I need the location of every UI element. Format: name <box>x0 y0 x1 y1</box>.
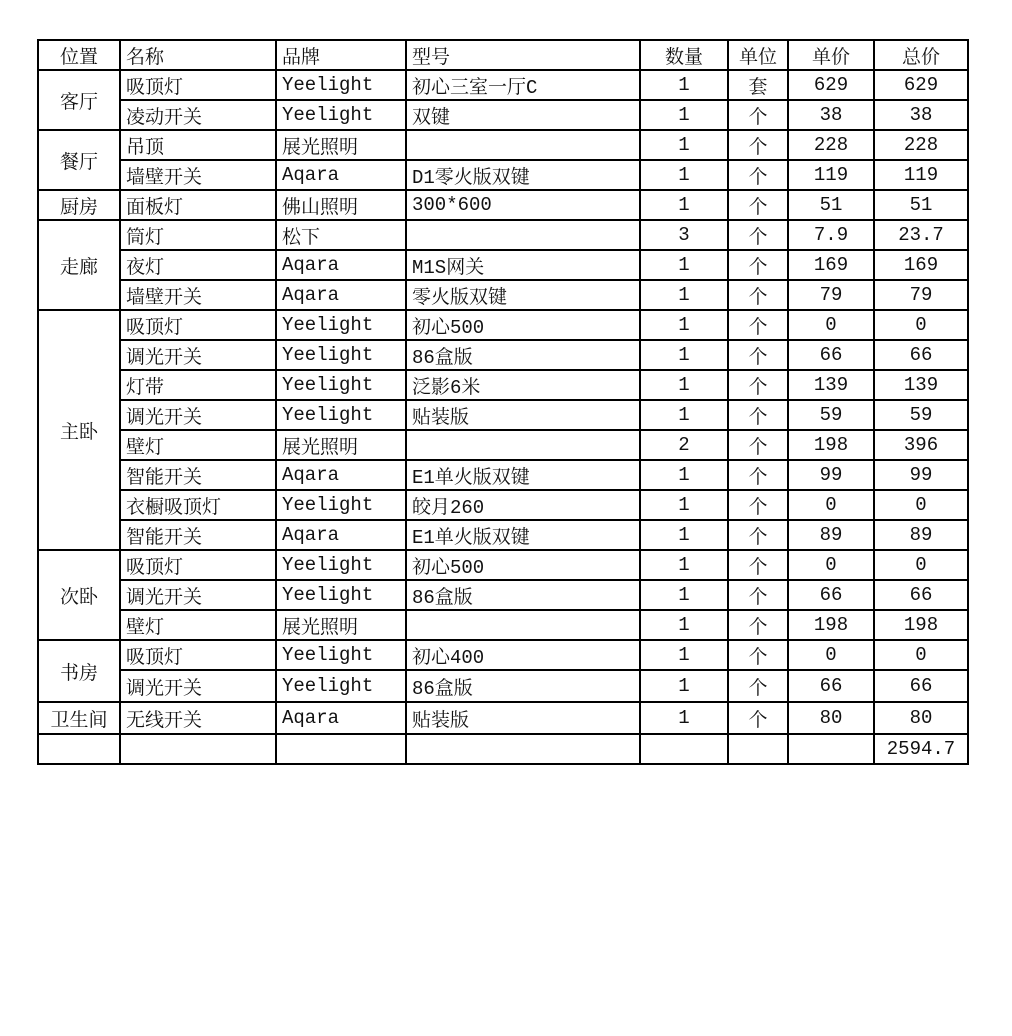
total-price-cell: 139 <box>874 370 968 400</box>
model-cell: 86盒版 <box>406 670 640 702</box>
total-price-cell: 0 <box>874 640 968 670</box>
unit-cell: 个 <box>728 160 788 190</box>
brand-cell: Yeelight <box>276 370 406 400</box>
total-price-cell: 629 <box>874 70 968 100</box>
unit-price-cell: 228 <box>788 130 874 160</box>
unit-price-cell: 51 <box>788 190 874 220</box>
table-row <box>38 70 968 100</box>
empty-cell <box>728 734 788 764</box>
table-row <box>38 220 968 250</box>
model-cell: 86盒版 <box>406 580 640 610</box>
brand-cell: Yeelight <box>276 490 406 520</box>
unit-price-cell: 38 <box>788 100 874 130</box>
quantity-cell: 1 <box>640 670 728 702</box>
item-name-cell: 调光开关 <box>120 340 276 370</box>
quantity-cell: 1 <box>640 640 728 670</box>
table-row <box>38 280 968 310</box>
total-price-cell: 59 <box>874 400 968 430</box>
unit-cell: 个 <box>728 550 788 580</box>
quantity-cell: 1 <box>640 160 728 190</box>
unit-cell: 个 <box>728 370 788 400</box>
unit-price-cell: 66 <box>788 340 874 370</box>
quantity-cell: 3 <box>640 220 728 250</box>
total-price-cell: 99 <box>874 460 968 490</box>
header-quantity: 数量 <box>640 40 728 70</box>
table-row <box>38 460 968 490</box>
total-price-cell: 66 <box>874 580 968 610</box>
empty-cell <box>640 734 728 764</box>
item-name-cell: 筒灯 <box>120 220 276 250</box>
unit-price-cell: 0 <box>788 550 874 580</box>
quantity-cell: 1 <box>640 310 728 340</box>
header-location: 位置 <box>38 40 120 70</box>
item-name-cell: 灯带 <box>120 370 276 400</box>
location-cell: 卫生间 <box>38 702 120 734</box>
unit-price-cell: 0 <box>788 310 874 340</box>
model-cell: 初心400 <box>406 640 640 670</box>
total-price-cell: 23.7 <box>874 220 968 250</box>
table-row <box>38 430 968 460</box>
item-name-cell: 夜灯 <box>120 250 276 280</box>
model-cell <box>406 430 640 460</box>
model-cell: 皎月260 <box>406 490 640 520</box>
unit-cell: 套 <box>728 70 788 100</box>
unit-cell: 个 <box>728 460 788 490</box>
table-row <box>38 670 968 702</box>
model-cell: 零火版双键 <box>406 280 640 310</box>
total-price-cell: 396 <box>874 430 968 460</box>
brand-cell: Yeelight <box>276 550 406 580</box>
item-name-cell: 墙壁开关 <box>120 280 276 310</box>
item-name-cell: 吸顶灯 <box>120 310 276 340</box>
unit-cell: 个 <box>728 490 788 520</box>
location-cell: 走廊 <box>38 220 120 310</box>
item-name-cell: 吸顶灯 <box>120 550 276 580</box>
item-name-cell: 墙壁开关 <box>120 160 276 190</box>
unit-price-cell: 99 <box>788 460 874 490</box>
table-row <box>38 190 968 220</box>
total-price-cell: 66 <box>874 340 968 370</box>
table-row <box>38 100 968 130</box>
item-name-cell: 面板灯 <box>120 190 276 220</box>
model-cell: 300*600 <box>406 190 640 220</box>
item-name-cell: 吸顶灯 <box>120 640 276 670</box>
quantity-cell: 1 <box>640 190 728 220</box>
quantity-cell: 1 <box>640 340 728 370</box>
table-row <box>38 580 968 610</box>
header-row <box>38 40 968 70</box>
item-name-cell: 调光开关 <box>120 580 276 610</box>
brand-cell: Yeelight <box>276 340 406 370</box>
empty-cell <box>406 734 640 764</box>
model-cell: E1单火版双键 <box>406 460 640 490</box>
header-brand: 品牌 <box>276 40 406 70</box>
unit-cell: 个 <box>728 400 788 430</box>
total-price-cell: 228 <box>874 130 968 160</box>
brand-cell: Yeelight <box>276 310 406 340</box>
model-cell: 双键 <box>406 100 640 130</box>
model-cell: 初心500 <box>406 310 640 340</box>
table-row <box>38 160 968 190</box>
table-row <box>38 520 968 550</box>
quantity-cell: 1 <box>640 400 728 430</box>
unit-price-cell: 198 <box>788 430 874 460</box>
table-row <box>38 610 968 640</box>
brand-cell: 展光照明 <box>276 130 406 160</box>
location-cell: 客厅 <box>38 70 120 130</box>
location-cell: 厨房 <box>38 190 120 220</box>
unit-cell: 个 <box>728 702 788 734</box>
table-row <box>38 340 968 370</box>
unit-price-cell: 7.9 <box>788 220 874 250</box>
table-row <box>38 490 968 520</box>
header-model: 型号 <box>406 40 640 70</box>
quantity-cell: 1 <box>640 702 728 734</box>
model-cell: 贴装版 <box>406 702 640 734</box>
quantity-cell: 1 <box>640 70 728 100</box>
model-cell: 贴装版 <box>406 400 640 430</box>
item-name-cell: 壁灯 <box>120 610 276 640</box>
brand-cell: Yeelight <box>276 670 406 702</box>
total-price-cell: 0 <box>874 310 968 340</box>
unit-price-cell: 66 <box>788 580 874 610</box>
item-name-cell: 调光开关 <box>120 670 276 702</box>
unit-cell: 个 <box>728 250 788 280</box>
table-row <box>38 702 968 734</box>
empty-cell <box>38 734 120 764</box>
total-price-cell: 0 <box>874 550 968 580</box>
unit-price-cell: 139 <box>788 370 874 400</box>
brand-cell: Aqara <box>276 280 406 310</box>
unit-price-cell: 79 <box>788 280 874 310</box>
item-name-cell: 调光开关 <box>120 400 276 430</box>
unit-price-cell: 0 <box>788 490 874 520</box>
item-name-cell: 壁灯 <box>120 430 276 460</box>
table-row <box>38 640 968 670</box>
unit-cell: 个 <box>728 130 788 160</box>
total-price-cell: 119 <box>874 160 968 190</box>
quantity-cell: 1 <box>640 580 728 610</box>
quantity-cell: 1 <box>640 610 728 640</box>
empty-cell <box>120 734 276 764</box>
item-name-cell: 凌动开关 <box>120 100 276 130</box>
unit-price-cell: 0 <box>788 640 874 670</box>
model-cell <box>406 220 640 250</box>
quantity-cell: 1 <box>640 130 728 160</box>
unit-price-cell: 59 <box>788 400 874 430</box>
table-row <box>38 400 968 430</box>
unit-cell: 个 <box>728 610 788 640</box>
unit-cell: 个 <box>728 280 788 310</box>
total-price-cell: 198 <box>874 610 968 640</box>
empty-cell <box>276 734 406 764</box>
model-cell: D1零火版双键 <box>406 160 640 190</box>
quantity-cell: 1 <box>640 550 728 580</box>
brand-cell: Aqara <box>276 702 406 734</box>
quantity-cell: 2 <box>640 430 728 460</box>
unit-price-cell: 119 <box>788 160 874 190</box>
brand-cell: Yeelight <box>276 640 406 670</box>
model-cell: 初心500 <box>406 550 640 580</box>
unit-cell: 个 <box>728 100 788 130</box>
quantity-cell: 1 <box>640 490 728 520</box>
total-price-cell: 80 <box>874 702 968 734</box>
table-row <box>38 550 968 580</box>
model-cell: E1单火版双键 <box>406 520 640 550</box>
unit-price-cell: 169 <box>788 250 874 280</box>
model-cell: 泛影6米 <box>406 370 640 400</box>
item-name-cell: 智能开关 <box>120 460 276 490</box>
table-row <box>38 250 968 280</box>
header-unit-price: 单价 <box>788 40 874 70</box>
total-row <box>38 734 968 764</box>
header-total-price: 总价 <box>874 40 968 70</box>
total-price-cell: 38 <box>874 100 968 130</box>
table-row <box>38 370 968 400</box>
unit-cell: 个 <box>728 220 788 250</box>
brand-cell: Yeelight <box>276 100 406 130</box>
header-name: 名称 <box>120 40 276 70</box>
brand-cell: 佛山照明 <box>276 190 406 220</box>
unit-price-cell: 198 <box>788 610 874 640</box>
grand-total-cell: 2594.7 <box>874 734 968 764</box>
unit-cell: 个 <box>728 520 788 550</box>
brand-cell: Aqara <box>276 160 406 190</box>
total-price-cell: 169 <box>874 250 968 280</box>
brand-cell: Aqara <box>276 250 406 280</box>
table-row <box>38 130 968 160</box>
item-name-cell: 无线开关 <box>120 702 276 734</box>
brand-cell: Yeelight <box>276 400 406 430</box>
total-price-cell: 79 <box>874 280 968 310</box>
unit-price-cell: 80 <box>788 702 874 734</box>
total-price-cell: 89 <box>874 520 968 550</box>
unit-price-cell: 629 <box>788 70 874 100</box>
unit-cell: 个 <box>728 310 788 340</box>
model-cell: 初心三室一厅C <box>406 70 640 100</box>
unit-price-cell: 89 <box>788 520 874 550</box>
quantity-cell: 1 <box>640 520 728 550</box>
location-cell: 书房 <box>38 640 120 702</box>
item-name-cell: 智能开关 <box>120 520 276 550</box>
model-cell <box>406 610 640 640</box>
quantity-cell: 1 <box>640 100 728 130</box>
unit-cell: 个 <box>728 340 788 370</box>
price-table <box>37 39 969 765</box>
model-cell: M1S网关 <box>406 250 640 280</box>
empty-cell <box>788 734 874 764</box>
unit-cell: 个 <box>728 190 788 220</box>
item-name-cell: 衣橱吸顶灯 <box>120 490 276 520</box>
table-body <box>38 70 968 764</box>
total-price-cell: 51 <box>874 190 968 220</box>
quantity-cell: 1 <box>640 460 728 490</box>
brand-cell: 展光照明 <box>276 610 406 640</box>
table-row <box>38 310 968 340</box>
item-name-cell: 吊顶 <box>120 130 276 160</box>
quantity-cell: 1 <box>640 370 728 400</box>
total-price-cell: 66 <box>874 670 968 702</box>
item-name-cell: 吸顶灯 <box>120 70 276 100</box>
location-cell: 餐厅 <box>38 130 120 190</box>
quantity-cell: 1 <box>640 250 728 280</box>
header-unit: 单位 <box>728 40 788 70</box>
model-cell: 86盒版 <box>406 340 640 370</box>
brand-cell: 展光照明 <box>276 430 406 460</box>
unit-cell: 个 <box>728 640 788 670</box>
unit-cell: 个 <box>728 430 788 460</box>
location-cell: 主卧 <box>38 310 120 550</box>
quantity-cell: 1 <box>640 280 728 310</box>
brand-cell: 松下 <box>276 220 406 250</box>
brand-cell: Yeelight <box>276 580 406 610</box>
unit-cell: 个 <box>728 670 788 702</box>
model-cell <box>406 130 640 160</box>
unit-cell: 个 <box>728 580 788 610</box>
unit-price-cell: 66 <box>788 670 874 702</box>
brand-cell: Yeelight <box>276 70 406 100</box>
location-cell: 次卧 <box>38 550 120 640</box>
total-price-cell: 0 <box>874 490 968 520</box>
brand-cell: Aqara <box>276 460 406 490</box>
brand-cell: Aqara <box>276 520 406 550</box>
